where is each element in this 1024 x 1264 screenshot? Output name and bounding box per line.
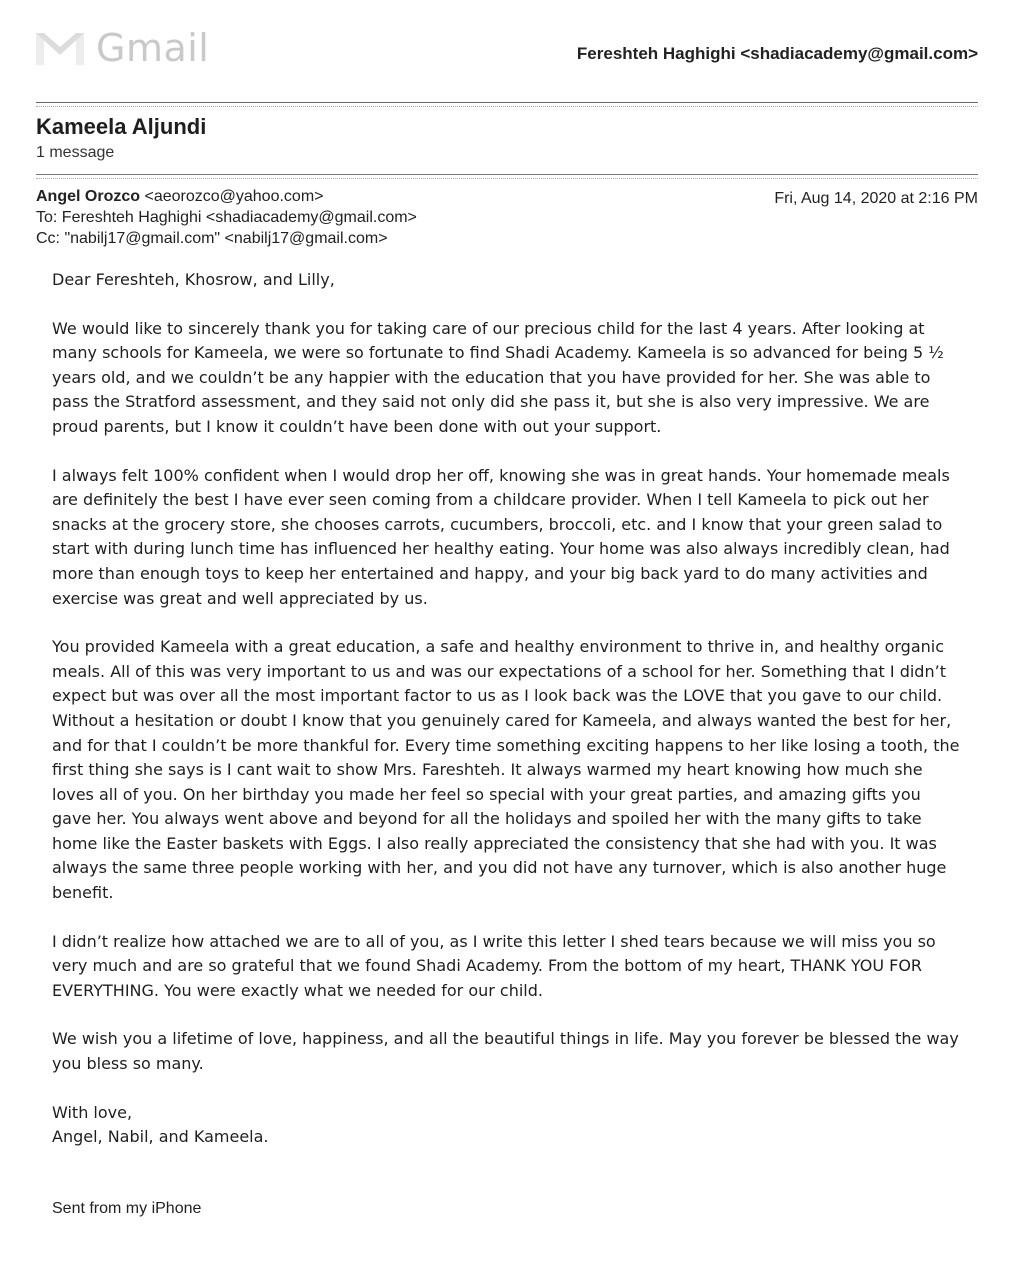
greeting: Dear Fereshteh, Khosrow, and Lilly, [52,270,335,289]
message-count: 1 message [36,144,115,161]
email-signature: Sent from my iPhone [52,1200,202,1217]
sender-row [36,186,417,207]
message-body [52,268,964,1150]
to-recipients: To: Fereshteh Haghighi <shadiacademy@gmail.com> [36,209,417,226]
message-date: Fri, Aug 14, 2020 at 2:16 PM [774,190,978,207]
closing-line-2: Angel, Nabil, and Kameela. [52,1127,269,1147]
account-identity: Fereshteh Haghighi <shadiacademy@gmail.com> [576,44,978,63]
message-header [36,186,417,249]
closing-line-1: With love, [52,1102,133,1122]
paragraph-2: I always felt 100% confident when I would drop her off, knowing she was in great hands. Your homemade meals are definitely the best I have ever seen coming from a childcare provider. When I tell Kameela to pick out her snacks at the grocery store, she chooses carrots, cucumbers, broccoli, etc. and I know that your green salad to start with during lunch time has influenced her healthy eating. Your home was also always incredibly clean, had more than enough toys to keep her entertained and happy, and your big back yard to do many activities and exercise was great and well appreciated by us. [52,465,950,608]
closing [52,1101,964,1150]
gmail-logo [34,28,209,68]
cc-recipients: Cc: "nabilj17@gmail.com" <nabilj17@gmail.com> [36,230,388,247]
paragraph-4: I didn’t realize how attached we are to all of you, as I write this letter I shed tears because we will miss you so very much and are so grateful that we found Shadi Academy. From the bottom of my heart, THANK YOU FOR EVERYTHING. You were exactly what we needed for our child. [52,931,936,1000]
gmail-envelope-icon [34,29,86,67]
header-divider [36,102,978,103]
thread-subject: Kameela Aljundi [36,114,207,139]
logo-text: Gmail [96,26,210,70]
paragraph-1: We would like to sincerely thank you for taking care of our precious child for the last 4 years. After looking at many schools for Kameela, we were so fortunate to find Shadi Academy. Kameela is so advanced for being 5 ½ years old, and we couldn’t be any happier with the education that you have provided for her. She was able to pass the Stratford assessment, and they said not only did she pass it, but she is also very impressive. We are proud parents, but I know it couldn’t have been done with out your support. [52,318,944,436]
header-divider-dotted [36,106,978,107]
message-divider-dotted [36,178,978,179]
paragraph-3: You provided Kameela with a great education, a safe and healthy environment to thrive in, and healthy organic meals. All of this was very important to us and was our expectations of a school for her. Something that I didn’t expect but was over all the most important factor to us as I look back was the LOVE that you gave to our child. Without a hesitation or doubt I know that you genuinely cared for Kameela, and always wanted the best for her, and for that I couldn’t be more thankful for. Every time something exciting happens to her like losing a tooth, the first thing she says is I cant wait to show Mrs. Fareshteh. It always warmed my heart knowing how much she loves all of you. On her birthday you made her feel so special with your great parties, and amazing gifts you gave her. You always went above and beyond for all the holidays and spoiled her with the many gifts to take home like the Easter baskets with Eggs. I also really appreciated the consistency that she had with you. It was always the same three people working with her, and you did not have any turnover, which is also another huge benefit. [52,637,960,903]
sender-name: Angel Orozco [36,188,141,205]
message-divider [36,174,978,175]
paragraph-5: We wish you a lifetime of love, happiness, and all the beautiful things in life. May you forever be blessed the way you bless so many. [52,1029,959,1074]
sender-email: <aeorozco@yahoo.com> [144,188,324,205]
